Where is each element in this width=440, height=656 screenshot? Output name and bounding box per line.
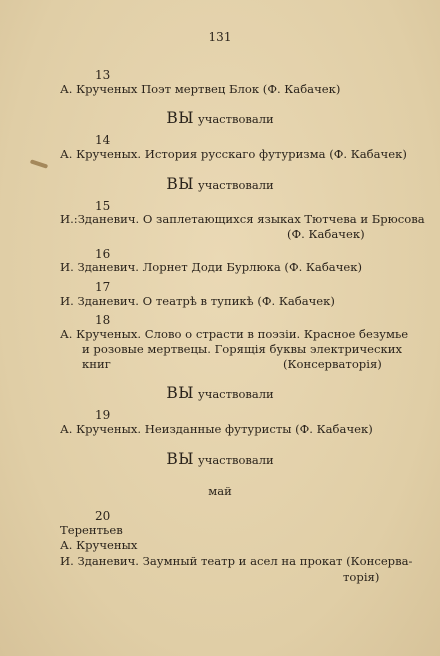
entry-15-text: И.:Зданевич. О заплетающихся языках Тютчева и Брюсова <box>60 212 425 226</box>
vy-heading-2 <box>0 174 440 193</box>
entry-20-line2: А. Крученых <box>60 538 138 552</box>
vy-heading-3 <box>0 383 440 402</box>
entry-16-number: 16 <box>95 247 111 261</box>
entry-17-number: 17 <box>95 280 111 294</box>
entry-13-number: 13 <box>95 68 111 82</box>
entry-18-venue: (Консерваторія) <box>283 357 382 371</box>
entry-15-venue: (Ф. Кабачек) <box>287 227 365 241</box>
entry-20-number: 20 <box>95 509 111 523</box>
vy-big: ВЫ <box>166 384 194 402</box>
entry-14-text: А. Крученых. История русскаго футуризма (Ф. Кабачек) <box>60 147 407 161</box>
entry-18-number: 18 <box>95 313 111 327</box>
entry-18-line1: А. Крученых. Слово о страсти в поэзіи. Красное безумье <box>60 327 409 341</box>
month-label: май <box>208 484 232 498</box>
entry-20-line3: И. Зданевич. Заумный театр и асел на прокат (Консерва- <box>60 554 413 568</box>
vy-heading-1 <box>0 108 440 127</box>
entry-17-text: И. Зданевич. О театрѣ в тупикѣ (Ф. Кабачек) <box>60 294 335 308</box>
entry-13-text: А. Крученых Поэт мертвец Блок (Ф. Кабачек) <box>60 82 341 96</box>
entry-16-text: И. Зданевич. Лорнет Доди Бурлюка (Ф. Кабачек) <box>60 260 363 274</box>
entry-18-line3: книг <box>82 357 111 371</box>
entry-19-number: 19 <box>95 408 111 422</box>
ink-mark <box>30 159 48 168</box>
vy-small: участвовали <box>197 178 274 192</box>
vy-heading-4 <box>0 449 440 468</box>
vy-small: участвовали <box>197 387 274 401</box>
vy-big: ВЫ <box>166 175 194 193</box>
entry-18-line2: и розовые мертвецы. Горящія буквы электрических <box>82 342 402 356</box>
vy-small: участвовали <box>197 112 274 126</box>
vy-big: ВЫ <box>166 109 194 127</box>
vy-small: участвовали <box>197 453 274 467</box>
entry-20-line4: торія) <box>343 570 380 584</box>
entry-20-line1: Терентьев <box>60 523 123 537</box>
entry-14-number: 14 <box>95 133 111 147</box>
entry-15-number: 15 <box>95 199 111 213</box>
entry-19-text: А. Крученых. Неизданные футуристы (Ф. Кабачек) <box>60 422 373 436</box>
vy-big: ВЫ <box>166 450 194 468</box>
page-number: 131 <box>208 30 232 44</box>
